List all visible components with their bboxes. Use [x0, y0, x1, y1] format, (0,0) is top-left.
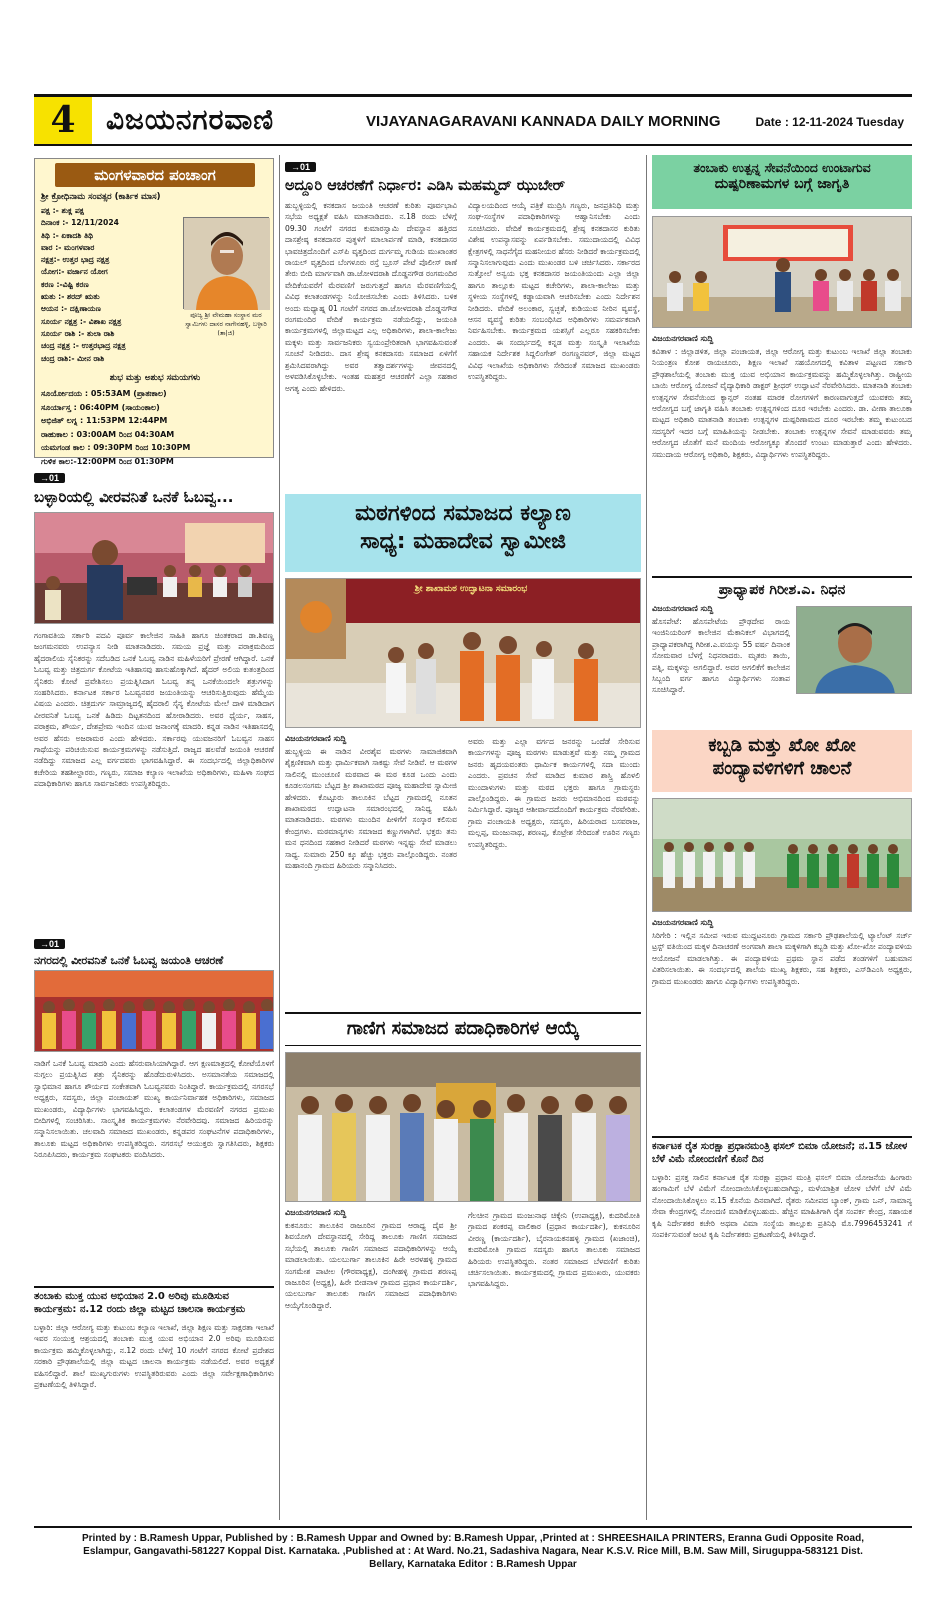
paper-name-kannada: ವಿಜಯನಗರವಾಣಿ [106, 103, 275, 136]
time-row: ಸೂರ್ಯಾಸ್ತ : 06:40PM (ಸಾಯಂಕಾಲ) [41, 402, 160, 412]
paper-name-english: VIJAYANAGARAVANI KANNADA DAILY MORNING [366, 113, 721, 130]
auspicious-times [41, 387, 269, 469]
obituary-headline-box [652, 576, 912, 600]
story-body-col2: ವಿದ್ಯಾಲಯದಿಂದ ಆಯ್ಕೆ ಪತ್ರಿಕೆ ಮುದ್ರಿಸಿ ಗಣ್ಯರು, ಜನಪ್ರತಿನಿಧಿ ಮತ್ತು ಸಂಘ-ಸಂಸ್ಥೆಗಳ ಪದಾಧಿಕಾರಿಗಳನ್ನು ಆಹ್ವಾನಿಸಬೇಕು ಎಂದು ಸೂಚಿಸಿದರು. ವೇದಿಕೆ ಕಾರ್ಯಕ್ರಮದಲ್ಲಿ ಶ್ರೇಷ್ಠ ಕನಕದಾಸರ ಕುರಿತು ವಿಶೇಷ ಉಪನ್ಯಾಸವನ್ನು ಏರ್ಪಡಿಸಬೇಕು. ಸಮುದಾಯದಲ್ಲಿ ವಿವಿಧ ಕ್ಷೇತ್ರಗಳಲ್ಲಿ ಸಾಧನೆಗೈದ ಮಹನೀಯರ ಹೆಸರು ನೀಡಿದರೆ ಕಾರ್ಯಕ್ರಮದಲ್ಲಿ ಸನ್ಮಾನಿಸಲಾಗುವುದು ಎಂದು ಮುಖಂಡರ ಬಳಿ ಚರ್ಚಿಸಿದರು. ಸರ್ಕಾರದ ಸುತ್ತೋಲೆ ಅನ್ವಯ ಭಕ್ತ ಕನಕದಾಸರ ಜಯಂತಿಯಂದು ಎಲ್ಲಾ ಜಿಲ್ಲಾ ಹಾಗೂ ತಾಲ್ಲೂಕು ಮಟ್ಟದ ಕಚೇರಿಗಳು, ಶಾಲಾ-ಕಾಲೇಜು ಮತ್ತು ಸ್ಥಳೀಯ ಸಂಸ್ಥೆಗಳಲ್ಲಿ ಕಡ್ಡಾಯವಾಗಿ ಆಚರಿಸಬೇಕು ಎಂದು ನಿರ್ದೇಶನ ನೀಡಿದರು. ವೇದಿಕೆ ಅಲಂಕಾರ, ಸ್ವಚ್ಛತೆ, ಕುಡಿಯುವ ನೀರಿನ ವ್ಯವಸ್ಥೆ, ಆಸನ ವ್ಯವಸ್ಥೆ ಕುರಿತು ಸಂಬಂಧಿಸಿದ ಅಧಿಕಾರಿಗಳು ಸಮರ್ಪಕವಾಗಿ ನಿರ್ವಹಿಸಬೇಕು. ಕಾರ್ಯಕ್ರಮದ ಯಶಸ್ಸಿಗೆ ಎಲ್ಲರೂ ಸಹಕರಿಸಬೇಕು ಎಂದರು. ಈ ಸಂದರ್ಭದಲ್ಲಿ ಕನ್ನಡ ಮತ್ತು ಸಂಸ್ಕೃತಿ ಇಲಾಖೆಯ ಸಹಾಯಕ ನಿರ್ದೇಶಕ ಸಿದ್ದಲಿಂಗೇಶ್ ರಂಗಣ್ಣನವರ್, ಜಿಲ್ಲಾ ಮಟ್ಟದ ವಿವಿಧ ಇಲಾಖೆಯ ಅಧಿಕಾರಿಗಳು ಸೇರಿದಂತೆ ಸಮಾಜದ ಮುಖಂಡರು ಉಪಸ್ಥಿತರಿದ್ದರು. [468, 201, 640, 382]
story-headline-line2: ದುಷ್ಪರಿಣಾಮಗಳ ಬಗ್ಗೆ ಜಾಗೃತಿ [714, 175, 850, 192]
auspicious-times-title: ಶುಭ ಮತ್ತು ಅಶುಭ ಸಮಯಗಳು [109, 373, 201, 383]
story-obavva-city [34, 932, 274, 968]
story-headline: ಪ್ರಾಧ್ಯಾಪಕ ಗಿರೀಶ.ಎ. ನಿಧನ [718, 582, 846, 598]
ganiga-body-col2: ಗೆಲಚೀನ ಗ್ರಾಮದ ಮಂಜುನಾಥ ಚಿಕ್ಕೇನಿ (ಉಪಾಧ್ಯಕ್ಷ), ಕುದರಿಮೋತಿ ಗ್ರಾಮದ ಶಂಕರಪ್ಪ ವಾಲಿಕಾರ (ಪ್ರಧಾನ ಕಾರ್ಯದರ್ಶಿ), ಕುಕನೂರಿನ ವೀರಣ್ಣ (ಕಾರ್ಯದರ್ಶಿ), ಬೈರನಾಯಕನಹಳ್ಳಿ ಗ್ರಾಮದ (ಖಜಾಂಚಿ), ಕುದರಿಮೋತಿ ಗ್ರಾಮದ ಸದಸ್ಯರು ಹಾಗೂ ತಾಲೂಕು ಸಮಾಜದ ಹಿರಿಯರು ಉಪಸ್ಥಿತರಿದ್ದರು. ನಂತರ ಸಮಾಜದ ಬೆಳವಣಿಗೆ ಕುರಿತು ಚರ್ಚಿಸಲಾಯಿತು. ಕಾರ್ಯಕ್ರಮದಲ್ಲಿ ಗ್ರಾಮದ ಪ್ರಮುಖರು, ಯುವಕರು ಭಾಗವಹಿಸಿದ್ದರು. [468, 1211, 640, 1289]
panchanga-title: ಮಂಗಳವಾರದ ಪಂಚಾಂಗ [55, 163, 255, 187]
panchanga-row: ಯೋಗ:- ವರ್ಜಾನ ಯೋಗ [41, 267, 108, 277]
panchanga-row: ಸೂರ್ಯ ರಾಶಿ :- ತುಲಾ ರಾಶಿ [41, 328, 115, 338]
imprint-line: Eslampur, Gangavathi-581227 Koppal Dist. Karnataka. ,Published at : At Ward. No.21, Sadashiva Nagara, Near K.S.V. Rice Mill, B.M. Saw Mill, Siruguppa-583121 Dist. [83, 1546, 863, 1557]
story-body: ಬಳ್ಳಾರಿ: ಜಿಲ್ಲಾ ಆರೋಗ್ಯ ಮತ್ತು ಕುಟುಂಬ ಕಲ್ಯಾಣ ಇಲಾಖೆ, ಜಿಲ್ಲಾ ಶಿಕ್ಷಣ ಮತ್ತು ಸಾಕ್ಷರತಾ ಇಲಾಖೆ ಇವರ ಸಂಯುಕ್ತ ಆಶ್ರಯದಲ್ಲಿ ತಂಬಾಕು ಮುಕ್ತ ಯುವ ಅಭಿಯಾನ 2.0 ಅರಿವು ಮೂಡಿಸುವ ಕಾರ್ಯಕ್ರಮ ಹಮ್ಮಿಕೊಳ್ಳಲಾಗಿದ್ದು, ನ.12 ರಂದು ಬೆಳಿಗ್ಗೆ 10 ಗಂಟೆಗೆ ನಗರದ ಕೋಟೆ ಪ್ರದೇಶದ ಸರಕಾರಿ ಪ್ರೌಢಶಾಲೆಯಲ್ಲಿ ಜಿಲ್ಲಾ ಮಟ್ಟದ ಚಾಲನಾ ಕಾರ್ಯಕ್ರಮ ನಡೆಯಲಿದೆ. ಅವರ ಅಧ್ಯಕ್ಷತೆ ವಹಿಸಲಿದ್ದಾರೆ. ಶಾಲೆ ಮುಖ್ಯಗುರುಗಳು ಉಪಸ್ಥಿತರಿರುವರು ಎಂದು ಜಿಲ್ಲಾ ಸರ್ವೇಕ್ಷಣಾಧಿಕಾರಿಗಳು ಪ್ರಕಟಣೆಯಲ್ಲಿ ತಿಳಿಸಿದ್ದಾರೆ. [34, 1323, 274, 1390]
panchanga-row: ವಾರ :- ಮಂಗಳವಾರ [41, 242, 95, 252]
panchanga-row: ಸೂರ್ಯ ನಕ್ಷತ್ರ :- ವಿಶಾಖ ನಕ್ಷತ್ರ [41, 316, 122, 326]
story-headline: ಬಳ್ಳಾರಿಯಲ್ಲಿ ವೀರವನಿತೆ ಒನಕೆ ಓಬವ್ವ... [34, 488, 234, 506]
panchanga-details [41, 205, 181, 365]
tobacco-body: ಕವಿತಾಳ : ಜಿಲ್ಲಾಡಳಿತ, ಜಿಲ್ಲಾ ಪಂಚಾಯತ, ಜಿಲ್ಲಾ ಆರೋಗ್ಯ ಮತ್ತು ಕುಟುಂಬ ಇಲಾಖೆ ಜಿಲ್ಲಾ ತಂಬಾಕು ನಿಯಂತ್ರಣ ಕೋಶ ರಾಯಚೂರು, ಶಿಕ್ಷಣ ಇಲಾಖೆ ಸಹಯೋಗದಲ್ಲಿ ಕವಿತಾಳ ಪಟ್ಟಣದ ಸರ್ಕಾರಿ ಪ್ರೌಢಶಾಲೆಯಲ್ಲಿ ತಂಬಾಕು ಮುಕ್ತ ಯುವ ಅಭಿಯಾನ ಕಾರ್ಯಕ್ರಮವನ್ನು ಹಮ್ಮಿಕೊಳ್ಳಲಾಗಿತ್ತು. ರಾಷ್ಟ್ರೀಯ ಬಾಯಿ ಆರೋಗ್ಯ ಯೋಜನೆ ವೈದ್ಯಾಧಿಕಾರಿ ಡಾಕ್ಟರ್ ಶ್ರೀಧರ್ ಉದ್ಘಾಟನೆ ನೆರವೇರಿಸಿದರು. ಮಾತನಾಡಿ ತಂಬಾಕು ಉತ್ಪನ್ನಗಳ ಸೇವನೆಯಿಂದ ಕ್ಯಾನ್ಸರ್ ನಂತಹ ಮಾರಕ ರೋಗಗಳಿಗೆ ಕಾರಣವಾಗುತ್ತದೆ ಯುವಕರು ತಮ್ಮ ಆರೋಗ್ಯದ ಬಗ್ಗೆ ಜಾಗೃತಿ ವಹಿಸಿ ತಂಬಾಕು ಉತ್ಪನ್ನಗಳಿಂದ ದೂರ ಇರಬೇಕು ಎಂದರು. ಡಾ. ವೀಣಾ ತಾಲೂಕಾ ಮಟ್ಟದ ಅಧಿಕಾರಿ ಮಾತನಾಡಿ ತಂಬಾಕು ಉತ್ಪನ್ನಗಳ ದುಷ್ಪರಿಣಾಮದ ದೂರ ಇರಬೇಕು ತಮ್ಮ ಕುಟುಂಬದ ಸದಸ್ಯರಿಗೆ ಇದರ ಬಗ್ಗೆ ಮಾಹಿತಿಯನ್ನು ನೀಡಬೇಕು. ತಂಬಾಕು ಉತ್ಪನ್ನಗಳ ಸೇವನೆ ಮಾಡುವವರು ತಮ್ಮ ಆರೋಗ್ಯದ ಜೊತೆಗೆ ಮನೆ ಮಂದಿಯ ಆರೋಗ್ಯಕ್ಕೂ ತೊಂದರೆ ಉಂಟು ಮಾಡುತ್ತಾರೆ ಎಂದು ಹೇಳಿದರು. ಸಮುದಾಯ ಆರೋಗ್ಯ ಅಧಿಕಾರಿ, ಶಿಕ್ಷಕರು, ವಿದ್ಯಾರ್ಥಿಗಳು ಉಪಸ್ಥಿತರಿದ್ದರು. [652, 347, 912, 459]
panchanga-row: ಪಕ್ಷ :- ಶುಕ್ಲ ಪಕ್ಷ [41, 206, 84, 215]
ganiga-group-photo [285, 1052, 641, 1202]
byline: ವಿಜಯನಗರವಾಣಿ ಸುದ್ದಿ [652, 918, 714, 927]
story-photo-group [34, 970, 274, 1052]
imprint-line: Bellary, Karnataka Editor : B.Ramesh Uppar [369, 1559, 577, 1570]
panchanga-row: ಚಂದ್ರ ರಾಶಿ:- ಮೀನ ರಾಶಿ [41, 353, 105, 363]
panchanga-row: ನಕ್ಷತ್ರ:- ಉತ್ತರ ಭಾದ್ರ ನಕ್ಷತ್ರ [41, 255, 110, 265]
ganiga-body-col1: ಕುಕನೂರು: ತಾಲೂಕಿನ ರಾಜೂರಿನ ಗ್ರಾಮದ ಆರಾಧ್ಯ ದೈವ ಶ್ರೀ ಶಿವಯೋಗಿ ದೇವಸ್ಥಾನದಲ್ಲಿ ಸೇರಿದ್ದ ತಾಲೂಕು ಗಾಣಿಗ ಸಮಾಜದ ಸಭೆಯಲ್ಲಿ ತಾಲೂಕು ಗಾಣಿಗ ಸಮಾಜದ ಪದಾಧಿಕಾರಿಗಳನ್ನು ಆಯ್ಕೆ ಮಾಡಲಾಯಿತು. ಯಲಬುರ್ಗಾ ತಾಲೂಕಿನ ಹಿರೇ ಅರಳಹಳ್ಳಿ ಗ್ರಾಮದ ಸಂಗಮೇಶ ಪಾಟೀಲ (ಗೌರವಾಧ್ಯಕ್ಷ), ದಂಗೀಹಳ್ಳಿ ಗ್ರಾಮದ ಶರಣಪ್ಪ ರಾಜೂರಿನ (ಅಧ್ಯಕ್ಷ), ಹಿರೇ ಬೀಡನಾಳ ಗ್ರಾಮದ ಪ್ರಧಾನ ಕಾರ್ಯದರ್ಶಿ, ಯಲಬುರ್ಗಾ ತಾಲೂಕು ಗಾಣಿಗ ಸಮಾಜದ ಪದಾಧಿಕಾರಿಗಳು ಆಯ್ಕೆಗೊಂಡಿದ್ದಾರೆ. [285, 1221, 457, 1310]
feature-body-col1: ಹುಬ್ಬಳ್ಳಿಯ ಈ ನಾಡಿನ ವೀರಶೈವ ಮಠಗಳು ಸಾಮಾಜಿಕವಾಗಿ ಶೈಕ್ಷಣಿಕವಾಗಿ ಮತ್ತು ಧಾರ್ಮಿಕವಾಗಿ ಸಾಕಷ್ಟು ಸೇವೆ ನೀಡಿವೆ. ಆ ಮಠಗಳ ಸಾಲಿನಲ್ಲಿ ಮುಂಚೂಣಿ ಮಠವಾದ ಈ ಮಠ ಕೂಡ ಒಂದು ಎಂದು ಕೂಡಲಸಂಗಮ ಬೆಟ್ಟದ ಶ್ರೀ ಶಾಖಾಮಠದ ಪೂಜ್ಯ ಮಹಾದೇವ ಸ್ವಾಮೀಜಿ ಹೇಳಿದರು. ಕೊಟ್ಟೂರು ತಾಲೂಕಿನ ಬೆಟ್ಟದ ಗ್ರಾಮದಲ್ಲಿ ನೂತನ ಶಾಖಾಮಠದ ಉದ್ಘಾಟನಾ ಸಮಾರಂಭದಲ್ಲಿ ಸಾನಿಧ್ಯ ವಹಿಸಿ ಮಾತನಾಡಿದರು. ಮಠಗಳು ಮುಂದಿನ ಪೀಳಿಗೆಗೆ ಸಂಸ್ಕಾರ ಕಲಿಸುವ ಕೇಂದ್ರಗಳು. ಮಠಮಾನ್ಯಗಳು ಸಮಾಜದ ಕಣ್ಣುಗಳಾಗಿವೆ. ಭಕ್ತರು ತನು ಮನ ಧನದಿಂದ ಸಹಕಾರ ನೀಡಿದರೆ ಮಠಗಳು ಇನ್ನಷ್ಟು ಸೇವೆ ಮಾಡಲು ಸಾಧ್ಯ. ಸುಮಾರು 250 ಕ್ಕೂ ಹೆಚ್ಚು ಭಕ್ತರು ಪಾಲ್ಗೊಂಡಿದ್ದರು. ನಂತರ ಮಹಾನಂದಿ ಗ್ರಾಮದ ಹಿರಿಯರು ಸನ್ಮಾನಿಸಿದರು. [285, 747, 457, 871]
story-adc-lead [285, 155, 641, 195]
story-headline: ಗಾಣಿಗ ಸಮಾಜದ ಪದಾಧಿಕಾರಿಗಳ ಆಯ್ಕೆ [346, 1018, 580, 1039]
time-row: ಸೂರ್ಯೋದಯ : 05:53AM (ಪ್ರಾತಃಕಾಲ) [41, 389, 167, 398]
story-tag: → 01 [34, 939, 65, 949]
feature-headline-box [285, 494, 641, 572]
tobacco-headline-box [652, 155, 912, 209]
page-number: 4 [34, 97, 92, 144]
story-headline-line1: ಕಬ್ಬಡಿ ಮತ್ತು ಖೋ ಖೋ [708, 735, 856, 756]
panchanga-row: ಚಂದ್ರ ನಕ್ಷತ್ರ :- ಉತ್ತರಭಾದ್ರ ನಕ್ಷತ್ರ [41, 341, 126, 351]
panchanga-row: ತಿಥಿ :- ಏಕಾದಶಿ ತಿಥಿ [41, 230, 94, 240]
story-obavva-ballari [34, 466, 274, 507]
insurance-headline-box [652, 1136, 912, 1166]
obituary-portrait [796, 606, 912, 694]
feature-photo-banner: ಶ್ರೀ ಶಾಖಾಮಠ ಉದ್ಘಾಟನಾ ಸಮಾರಂಭ [414, 584, 528, 594]
imprint-line: Printed by : B.Ramesh Uppar, Published by : B.Ramesh Uppar and Owned by: B.Ramesh Uppar, ,Printed at : SHREESHAILA PRINTERS, Eranna Gudi Opposite Road, [82, 1533, 864, 1544]
column-divider [279, 155, 280, 1520]
story-body: ಗಂಗಾವತಿಯ ಸರ್ಕಾರಿ ಪದವಿ ಪೂರ್ವ ಕಾಲೇಜಿನ ಸಾಹಿತಿ ಹಾಗೂ ಚಿಂತಕರಾದ ಡಾ.ಶಿವಣ್ಣ ಜಂಗಮನವರು ಉಪನ್ಯಾಸ ನೀಡಿ ಮಾತನಾಡಿದರು. ಸಮಯ ಪ್ರಜ್ಞೆ ಮತ್ತು ಪರಾಕ್ರಮದಿಂದ ಹೈದರಾಲಿಯ ಸೈನಿಕರನ್ನು ಸದೆಬಡಿದ ಒನಕೆ ಓಬವ್ವ ನಾಡಿನ ಮಹಿಳೆಯರಿಗೆ ಪ್ರೇರಣೆ ಆಗಿದ್ದಾರೆ. ಒನಕೆ ಓಬವ್ವ ಮತ್ತು ಚಿತ್ರದುರ್ಗ ಕೋಟೆಯ ಇತಿಹಾಸವು ಹಾಸುಹೊಕ್ಕಾಗಿದೆ. ಹೈದರ್ ಅಲಿಯ ಕುತಂತ್ರದಿಂದ ಸೈನಿಕರು ಕೋಟೆ ಪ್ರವೇಶಿಸಲು ಪ್ರಯತ್ನಿಸಿದಾಗ ಓಬವ್ವ ತನ್ನ ಒನಕೆಯಿಂದಲೇ ಶತ್ರುಗಳನ್ನು ಸಂಹರಿಸಿದರು. ಕರ್ನಾಟಕ ಸರ್ಕಾರ ಓಬವ್ವನವರ ಜಯಂತಿಯನ್ನು ಆಚರಿಸುತ್ತಿರುವುದು ಹೆಮ್ಮೆಯ ವಿಷಯ ಎಂದರು. ಚಿತ್ರದುರ್ಗ ಸಾಮ್ರಾಜ್ಯದಲ್ಲಿ ಹೈದರಾಲಿ ಸೈನ್ಯ ಕೋಟೆಯ ಮೇಲೆ ದಾಳಿ ಮಾಡಿದಾಗ ವೀರವನಿತೆ ಓಬವ್ವ ಒನಕೆ ಹಿಡಿದು ದಿಟ್ಟತನದಿಂದ ಹೋರಾಡಿದರು. ಅವರ ಧೈರ್ಯ, ಸಾಹಸ, ಪರಾಕ್ರಮ, ಶೌರ್ಯ, ದೇಶಪ್ರೇಮ ಇಂದಿನ ಯುವ ಜನಾಂಗಕ್ಕೆ ಮಾದರಿ. ಕನ್ನಡ ನಾಡಿನ ಇತಿಹಾಸದಲ್ಲಿ ಅವರ ಹೆಸರು ಅಜರಾಮರ ಎಂದು ಹೇಳಿದರು. ಸರ್ಕಾರವು ಯುವಜನರಿಗೆ ಓಬವ್ವನ ಸಾಹಸ ಗಾಥೆಯನ್ನು ಪರಿಚಯಿಸುವ ಕಾರ್ಯಕ್ರಮಗಳನ್ನು ನಡೆಸುತ್ತಿದೆ. ರಾಜ್ಯದ ಹಲವೆಡೆ ಜಯಂತಿ ಆಚರಣೆ ನಡೆದಿದ್ದು ಸಮಾಜದ ಎಲ್ಲ ವರ್ಗದವರು ಭಾಗವಹಿಸಿದ್ದಾರೆ. ಈ ಸಂದರ್ಭದಲ್ಲಿ ಜಿಲ್ಲಾಧಿಕಾರಿಗಳ ಕಚೇರಿಯ ತಹಶೀಲ್ದಾರರು, ಗಣ್ಯರು, ಸಮಾಜ ಕಲ್ಯಾಣ ಇಲಾಖೆಯ ಅಧಿಕಾರಿಗಳು, ಮಹಿಳಾ ಸಂಘದ ಪದಾಧಿಕಾರಿಗಳು ಹಾಗೂ ಸಾರ್ವಜನಿಕರು ಉಪಸ್ಥಿತರಿದ್ದರು. [34, 631, 274, 789]
feature-headline-line2: ಸಾಧ್ಯ: ಮಹಾದೇವ ಸ್ವಾಮೀಜಿ [360, 528, 566, 554]
ganiga-headline-box [285, 1012, 641, 1046]
byline: ವಿಜಯನಗರವಾಣಿ ಸುದ್ದಿ [652, 604, 714, 613]
byline: ವಿಜಯನಗರವಾಣಿ ಸುದ್ದಿ [285, 1208, 347, 1217]
story-body: ನಾಡಿಗೆ ಒನಕೆ ಓಬವ್ವ ಮಾದರಿ ಎಂದು ಹೆಸರುವಾಸಿಯಾಗಿದ್ದಾರೆ. ಆಗ ಕ್ಷಣಮಾತ್ರದಲ್ಲಿ ಕೋಟೆಯೊಳಗೆ ನುಗ್ಗಲು ಪ್ರಯತ್ನಿಸಿದ ಶತ್ರು ಸೈನಿಕರನ್ನು ಹೊಡೆದುರುಳಿಸಿದರು. ಅಸಮಾನತೆಯ ಸಮಾಜದಲ್ಲಿ ಸ್ವಾಭಿಮಾನ ಹಾಗೂ ಶೌರ್ಯದ ಸಂಕೇತವಾಗಿ ಓಬವ್ವನವರು ನಿಂತಿದ್ದಾರೆ. ಕಾರ್ಯಕ್ರಮದಲ್ಲಿ ನಗರಸಭೆ ಅಧ್ಯಕ್ಷರು, ಸದಸ್ಯರು, ಜಿಲ್ಲಾ ಪಂಚಾಯತ್ ಮುಖ್ಯ ಕಾರ್ಯನಿರ್ವಾಹಕ ಅಧಿಕಾರಿಗಳು, ಸಮಾಜದ ಮುಖಂಡರು, ವಿದ್ಯಾರ್ಥಿಗಳು ಭಾಗವಹಿಸಿದ್ದರು. ಕಲಾತಂಡಗಳ ಮೆರವಣಿಗೆ ನಗರದ ಪ್ರಮುಖ ಬೀದಿಗಳಲ್ಲಿ ಸಂಚರಿಸಿತು. ಸಾಂಸ್ಕೃತಿಕ ಕಾರ್ಯಕ್ರಮಗಳು ನೆರವೇರಿದವು. ಸಮಾಜದ ಹಿರಿಯರನ್ನು ಸನ್ಮಾನಿಸಲಾಯಿತು. ಚಲವಾದಿ ಸಮಾಜದ ಮುಖಂಡರು, ಕನ್ನಡಪರ ಸಂಘಟನೆಗಳ ಪದಾಧಿಕಾರಿಗಳು, ತಾಲೂಕು ಮಟ್ಟದ ಅಧಿಕಾರಿಗಳು ಉಪಸ್ಥಿತರಿದ್ದರು. ನಗರಸಭೆ ಆಯುಕ್ತರು ಸ್ವಾಗತಿಸಿದರು, ಶಿಕ್ಷಕರು ನಿರೂಪಿಸಿದರು, ಕಾರ್ಯಕ್ರಮ ಸಂಘಟಕರು ವಂದಿಸಿದರು. [34, 1059, 274, 1160]
time-row: ಯಮಗಂಡ ಕಾಲ : 09:30PM ರಿಂದ 10:30PM [41, 443, 191, 453]
panchanga-samvatsara: ಶ್ರೀ ಕ್ರೋಧಿನಾಮ ಸಂವತ್ಸರ (ಕಾರ್ತಿಕ ಮಾಸ) [41, 192, 161, 202]
story-headline: ನಗರದಲ್ಲಿ ವೀರವನಿತೆ ಒನಕೆ ಓಬವ್ವ ಜಯಂತಿ ಆಚರಣೆ [34, 954, 224, 967]
feature-photo-swamiji [285, 578, 641, 728]
panchanga-row: ಆಯನ :- ದಕ್ಷಿಣಾಯಣ [41, 304, 101, 314]
story-tobacco-campaign [34, 1286, 274, 1316]
kabaddi-photo [652, 798, 912, 912]
imprint-footer [34, 1526, 912, 1571]
swamiji-portrait [183, 217, 269, 309]
tobacco-event-photo [652, 216, 912, 328]
portrait-caption: ಪೂಜ್ಯ ಶ್ರೀ ವೇಮಹಾ ಸಂಸ್ಥಾನ ಮಠ ಸ್ವಾಮಿಗಳು ದಾಸರ ನಾಗೇನಹಳ್ಳಿ, ಬಳ್ಳಾರಿ (ತಾ|ಜಿ) [185, 311, 267, 337]
kabaddi-body: ಸಿರಿಗೇರಿ : ಇಲ್ಲಿನ ಸಮೀಪ ಇರುವ ಮುದ್ದಟನೂರು ಗ್ರಾಮದ ಸರ್ಕಾರಿ ಪ್ರೌಢಶಾಲೆಯಲ್ಲಿ ಟ್ಯಾಲೆಂಟ್ ಸರ್ಚ್ ಟ್ರಸ್ಟ್ ವತಿಯಿಂದ ಮಕ್ಕಳ ದಿನಾಚರಣೆ ಅಂಗವಾಗಿ ಶಾಲಾ ಮಕ್ಕಳಿಗಾಗಿ ಕಬ್ಬಡಿ ಮತ್ತು ಖೋ-ಖೋ ಪಂದ್ಯಾವಳಿಯ ಆಯೋಜನೆ ಮಾಡಲಾಗಿತ್ತು. ಈ ಪಂದ್ಯಾವಳಿಯ ಪ್ರಥಮ ಸ್ಥಾನ ಪಡೆದ ತಂಡಗಳಿಗೆ ಬಹುಮಾನ ವಿತರಿಸಲಾಯಿತು. ಈ ಸಂದರ್ಭದಲ್ಲಿ ಶಾಲೆಯ ಮುಖ್ಯ ಶಿಕ್ಷಕರು, ಸಹ ಶಿಕ್ಷಕರು, ಎಸ್‌ಡಿಎಂಸಿ ಅಧ್ಯಕ್ಷರು, ಗ್ರಾಮದ ಮುಖಂಡರು ಹಾಗೂ ವಿದ್ಯಾರ್ಥಿಗಳು ಉಪಸ್ಥಿತರಿದ್ದರು. [652, 931, 912, 986]
obituary-body: ಹೊಸಪೇಟೆ: ಹೊಸಪೇಟೆಯ ಪ್ರೌಢದೇವ ರಾಯ ಇಂಜಿನಿಯರಿಂಗ್ ಕಾಲೇಜಿನ ಮೆಕಾನಿಕಲ್ ವಿಭಾಗದಲ್ಲಿ ಪ್ರಾಧ್ಯಾಪಕರಾಗಿದ್ದ ಗಿರೀಶ.ಎ.ವಯಸ್ಸು 55 ವರ್ಷ ದಿನಾಂಕ ಸೋಮವಾರ ಬೆಳಗ್ಗೆ ನಿಧನರಾದರು. ಮೃತರು ತಾಯಿ, ಪತ್ನಿ, ಮಕ್ಕಳನ್ನು ಅಗಲಿದ್ದಾರೆ. ಅವರ ಅಗಲಿಕೆಗೆ ಕಾಲೇಜಿನ ಸಿಬ್ಬಂದಿ ವರ್ಗ ಹಾಗೂ ವಿದ್ಯಾರ್ಥಿಗಳು ಸಂತಾಪ ಸೂಚಿಸಿದ್ದಾರೆ. [652, 617, 790, 695]
story-headline-line1: ತಂಬಾಕು ಉತ್ಪನ್ನ ಸೇವನೆಯಿಂದ ಉಂಟಾಗುವ [693, 160, 871, 175]
panchanga-row: ದಿನಾಂಕ :- 12/11/2024 [41, 218, 119, 228]
time-row: ಗುಳಿಕ ಕಾಲ:-12:00PM ರಿಂದ 01:30PM [41, 456, 174, 466]
story-headline: ತಂಬಾಕು ಮುಕ್ತ ಯುವ ಅಭಿಯಾನ 2.0 ಅರಿವು ಮೂಡಿಸುವ ಕಾರ್ಯಕ್ರಮ: ನ.12 ರಂದು ಜಿಲ್ಲಾ ಮಟ್ಟದ ಚಾಲನಾ ಕಾರ್ಯಕ್ರಮ [34, 1291, 246, 1315]
issue-date: Date : 12-11-2024 Tuesday [755, 115, 904, 129]
time-row: ರಾಹುಕಾಲ : 03:00AM ರಿಂದ 04:30AM [41, 429, 175, 439]
story-body-col1: ಹುಬ್ಬಳ್ಳಿಯಲ್ಲಿ ಕನಕದಾಸ ಜಯಂತಿ ಆಚರಣೆ ಕುರಿತು ಪೂರ್ವಭಾವಿ ಸಭೆಯ ಅಧ್ಯಕ್ಷತೆ ವಹಿಸಿ ಮಾತನಾಡಿದರು. ನ.18 ರಂದು ಬೆಳಿಗ್ಗೆ 09.30 ಗಂಟೆಗೆ ನಗರದ ಕುಮಾರಸ್ವಾಮಿ ದೇವಸ್ಥಾನ ಹತ್ತಿರದ ದಾಸಶ್ರೇಷ್ಠ ಕನಕದಾಸರ ಪುತ್ಥಳಿಗೆ ಮಾಲಾರ್ಪಣೆ ಮಾಡಿ, ಕನಕದಾಸರ ಭಾವಚಿತ್ರದೊಂದಿಗೆ ಎಸ್‌ಪಿ ವೃತ್ತದಿಂದ ದುರ್ಗಮ್ಮ ಗುಡಿಯ ಮುಖಾಂತರ ರಾಯಲ್ ವೃತ್ತದಿಂದ ಬೆಂಗಳೂರು ರಸ್ತೆ ಬ್ರೂಸ್ ಪೇಟೆ ಪೊಲೀಸ್ ಠಾಣೆ ತೇರು ಬೀದಿ ಮಾರ್ಗವಾಗಿ ಡಾ.ಜೋಳದರಾಶಿ ದೊಡ್ಡನಗೌಡ ರಂಗಮಂದಿರ ವೇದಿಕೆಯವರೆಗೆ ಮೆರವಣಿಗೆ ಜರುಗುತ್ತದೆ ಹಾಗೂ ಮೆರವಣಿಗೆಯಲ್ಲಿ ವಿವಿಧ ಕಲಾತಂಡಗಳನ್ನು ನಿಯೋಜಿಸಬೇಕು ಎಂದು ತಿಳಿಸಿದರು. ಬಳಿಕ ಅಂದು ಮಧ್ಯಾಹ್ನ 01 ಗಂಟೆಗೆ ನಗರದ ಡಾ.ಜೋಳದರಾಶಿ ದೊಡ್ಡನಗೌಡ ರಂಗಮಂದಿರ ವೇದಿಕೆ ಕಾರ್ಯಕ್ರಮ ನಡೆಯಲಿದ್ದು, ಜಯಂತಿ ಕಾರ್ಯಕ್ರಮಗಳಲ್ಲಿ ಜಿಲ್ಲಾಮಟ್ಟದ ಎಲ್ಲ ಅಧಿಕಾರಿಗಳು, ಶಾಲಾ-ಕಾಲೇಜು ಮಕ್ಕಳು ಮತ್ತು ಸಾರ್ವಜನಿಕರು ಸ್ವಯಂಪ್ರೇರಿತರಾಗಿ ಭಾಗವಹಿಸುವಂತೆ ಸೂಚನೆ ನೀಡಿದರು. ದಾಸ ಶ್ರೇಷ್ಠ ಕನಕದಾಸರು ಸಮಾಜದ ಏಳಿಗೆಗೆ ಶ್ರಮಿಸಿದವರಾಗಿದ್ದು ಅವರ ತತ್ವಾದರ್ಶಗಳನ್ನು ಜೀವನದಲ್ಲಿ ಅಳವಡಿಸಿಕೊಳ್ಳಬೇಕು. ಇಂತಹ ಮಹತ್ತರ ಆಚರಣೆಗೆ ಎಲ್ಲಾ ಸಹಕಾರ ಅಗತ್ಯ ಎಂದು ಹೇಳಿದರು. [285, 201, 457, 393]
feature-headline-line1: ಮಠಗಳಿಂದ ಸಮಾಜದ ಕಲ್ಯಾಣ [355, 501, 571, 526]
insurance-body: ಬಳ್ಳಾರಿ: ಪ್ರಸಕ್ತ ಸಾಲಿನ ಕರ್ನಾಟಕ ರೈತ ಸುರಕ್ಷಾ ಪ್ರಧಾನ ಮಂತ್ರಿ ಫಸಲ್ ಬಿಮಾ ಯೋಜನೆಯ ಹಿಂಗಾರು ಹಂಗಾಮಿಗೆ ಬೆಳೆ ವಿಮೆಗೆ ನೋಂದಾಯಿಸಿಕೊಳ್ಳಬಹುದಾಗಿದ್ದು, ಮಳೆಯಾಶ್ರಿತ ಜೋಳ ಬೆಳೆಗೆ ಬೆಳೆ ವಿಮೆ ನೋಂದಾಯಿಸಿಕೊಳ್ಳಲು ನ.15 ಕೊನೆಯ ದಿನವಾಗಿದೆ. ರೈತರು ಸಮೀಪದ ಬ್ಯಾಂಕ್, ಗ್ರಾಮ ಒನ್, ಸಾಮಾನ್ಯ ಸೇವಾ ಕೇಂದ್ರಗಳಲ್ಲಿ ನೋಂದಣಿ ಮಾಡಿಕೊಳ್ಳಬಹುದು. ಹೆಚ್ಚಿನ ಮಾಹಿತಿಗಾಗಿ ರೈತ ಸಂಪರ್ಕ ಕೇಂದ್ರ, ಸಹಾಯಕ ಕೃಷಿ ನಿರ್ದೇಶಕರ ಕಚೇರಿ ಅಥವಾ ವಿಮಾ ಸಂಸ್ಥೆಯ ತಾಲ್ಲೂಕು ಪ್ರತಿನಿಧಿ ಮೊ.7996453241 ಗೆ ಸಂಪರ್ಕಿಸುವಂತೆ ಜಂಟಿ ಕೃಷಿ ನಿರ್ದೇಶಕರು ಪ್ರಕಟಣೆಯಲ್ಲಿ ತಿಳಿಸಿದ್ದಾರೆ. [652, 1173, 912, 1240]
story-tag: → 01 [34, 473, 65, 483]
byline: ವಿಜಯನಗರವಾಣಿ ಸುದ್ದಿ [652, 334, 714, 343]
kabaddi-headline-box [652, 730, 912, 792]
feature-body-col2: ಅವರು ಮತ್ತು ಎಲ್ಲಾ ವರ್ಗದ ಜನರನ್ನು ಒಂದೆಡೆ ಸೇರಿಸುವ ಕಾರ್ಯಗಳನ್ನು ಪೂಜ್ಯ ಮಠಗಳು ಮಾಡುತ್ತವೆ ಮತ್ತು ನಮ್ಮ ಗ್ರಾಮದ ಜನರು ಹೃದಯವಂತರು ಧಾರ್ಮಿಕ ಕಾರ್ಯಗಳಲ್ಲಿ ಸದಾ ಮುಂದು ಎಂದರು. ಪ್ರವಚನ ಸೇವೆ ಮಾಡಿದ ಕುಮಾರ ಶಾಸ್ತ್ರಿ ಹೊಳಲಿ ಮುಂದಾಳುಗಳು ಮತ್ತು ಮಠದ ಭಕ್ತರು ಹಾಗೂ ಗ್ರಾಮಸ್ಥರು ಪಾಲ್ಗೊಂಡಿದ್ದರು. ಈ ಗ್ರಾಮದ ಜನರು ಅಭಿಮಾನದಿಂದ ಮಠವನ್ನು ನಿರ್ಮಿಸಿದ್ದಾರೆ. ಪೂಜ್ಯರ ಆಶೀರ್ವಾದದೊಂದಿಗೆ ಕಾರ್ಯಕ್ರಮ ನೆರವೇರಿತು. ಗ್ರಾಮ ಪಂಚಾಯತಿ ಅಧ್ಯಕ್ಷರು, ಸದಸ್ಯರು, ಹಿರಿಯರಾದ ಬಸವರಾಜ, ಮಲ್ಲಪ್ಪ, ಮಂಜುನಾಥ, ಶರಣಪ್ಪ, ಕೊಟ್ರೇಶ ಸೇರಿದಂತೆ ಊರಿನ ಗಣ್ಯರು ಉಪಸ್ಥಿತರಿದ್ದರು. [468, 737, 640, 849]
story-headline: ಅದ್ದೂರಿ ಆಚರಣೆಗೆ ನಿರ್ಧಾರ: ಎಡಿಸಿ ಮಹಮ್ಮದ್ ಝುಬೇರ್ [285, 178, 566, 194]
story-headline-line2: ಪಂದ್ಯಾವಳಿಗಳಿಗೆ ಚಾಲನೆ [712, 757, 852, 779]
column-divider [646, 155, 647, 1520]
panchanga-box [34, 158, 274, 466]
story-tag: → 01 [285, 162, 316, 172]
panchanga-row: ಕರಣ :-ವಿಷ್ಟಿ ಕರಣ [41, 279, 89, 289]
byline: ವಿಜಯನಗರವಾಣಿ ಸುದ್ದಿ [285, 734, 347, 743]
panchanga-row: ಋತು :- ಶರದ್ ಋತು [41, 292, 100, 302]
story-headline: ಕರ್ನಾಟಕ ರೈತ ಸುರಕ್ಷಾ ಪ್ರಧಾನಮಂತ್ರಿ ಫಸಲ್ ಬಿಮಾ ಯೋಜನೆ; ನ.15 ಜೋಳ ಬೆಳೆ ವಿಮೆ ನೋಂದಣಿಗೆ ಕೊನೆ ದಿನ [652, 1141, 908, 1165]
story-photo-stage [34, 512, 274, 624]
masthead [34, 94, 912, 146]
time-row: ಅಭಿಜಿತ್ ಲಗ್ನ : 11:53PM 12:44PM [41, 416, 168, 426]
